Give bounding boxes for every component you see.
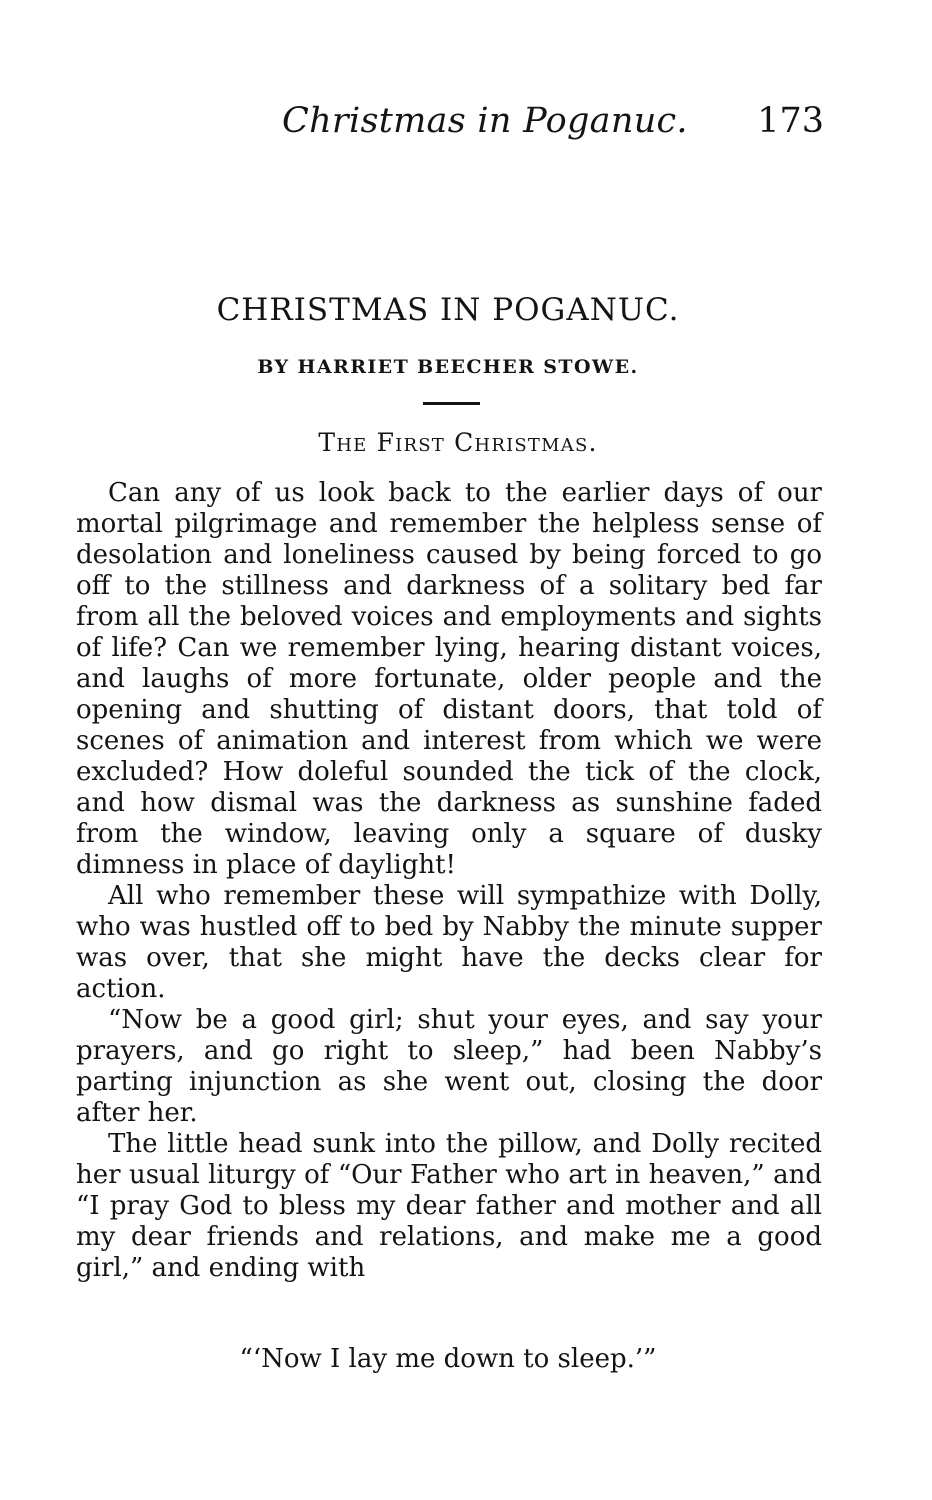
- body-text: [76, 478, 822, 1284]
- running-title: Christmas in Poganuc.: [282, 101, 688, 141]
- paragraph: The little head sunk into the pillow, and Dolly recited her usual liturgy of “Our Father who art in heaven,” and “I pray God to bless my dear father and mother and all my dear friends and relations, and make me a good girl,” and ending with: [76, 1129, 822, 1283]
- page-number: 173: [757, 101, 824, 141]
- author-byline: BY HARRIET BEECHER STOWE.: [257, 356, 639, 378]
- running-header: [0, 96, 932, 146]
- paragraph: “Now be a good girl; shut your eyes, and say your prayers, and go right to sleep,” had been Nabby’s parting injunction as she went out, closing the door after her.: [76, 1005, 822, 1128]
- chapter-title: CHRISTMAS IN POGANUC.: [216, 292, 680, 328]
- paragraph: Can any of us look back to the earlier days of our mortal pilgrimage and remember the helpless sense of desolation and loneliness caused by being forced to go off to the stillness and darkness of a solitary bed far from all the beloved voices and employments and sights of life? Can we remember lying, hearing distant voices, and laughs of more fortunate, older people and the opening and shutting of distant doors, that told of scenes of animation and interest from which we were excluded? How doleful sounded the tick of the clock, and how dismal was the darkness as sunshine faded from the window, leaving only a square of dusky dimness in place of daylight!: [76, 478, 822, 880]
- verse-line: “‘Now I lay me down to sleep.’”: [239, 1344, 657, 1374]
- section-title: The First Christmas.: [318, 428, 598, 457]
- section-divider: [423, 402, 480, 405]
- paragraph: All who remember these will sympathize with Dolly, who was hustled off to bed by Nabby the minute supper was over, that she might have the decks clear for action.: [76, 881, 822, 1004]
